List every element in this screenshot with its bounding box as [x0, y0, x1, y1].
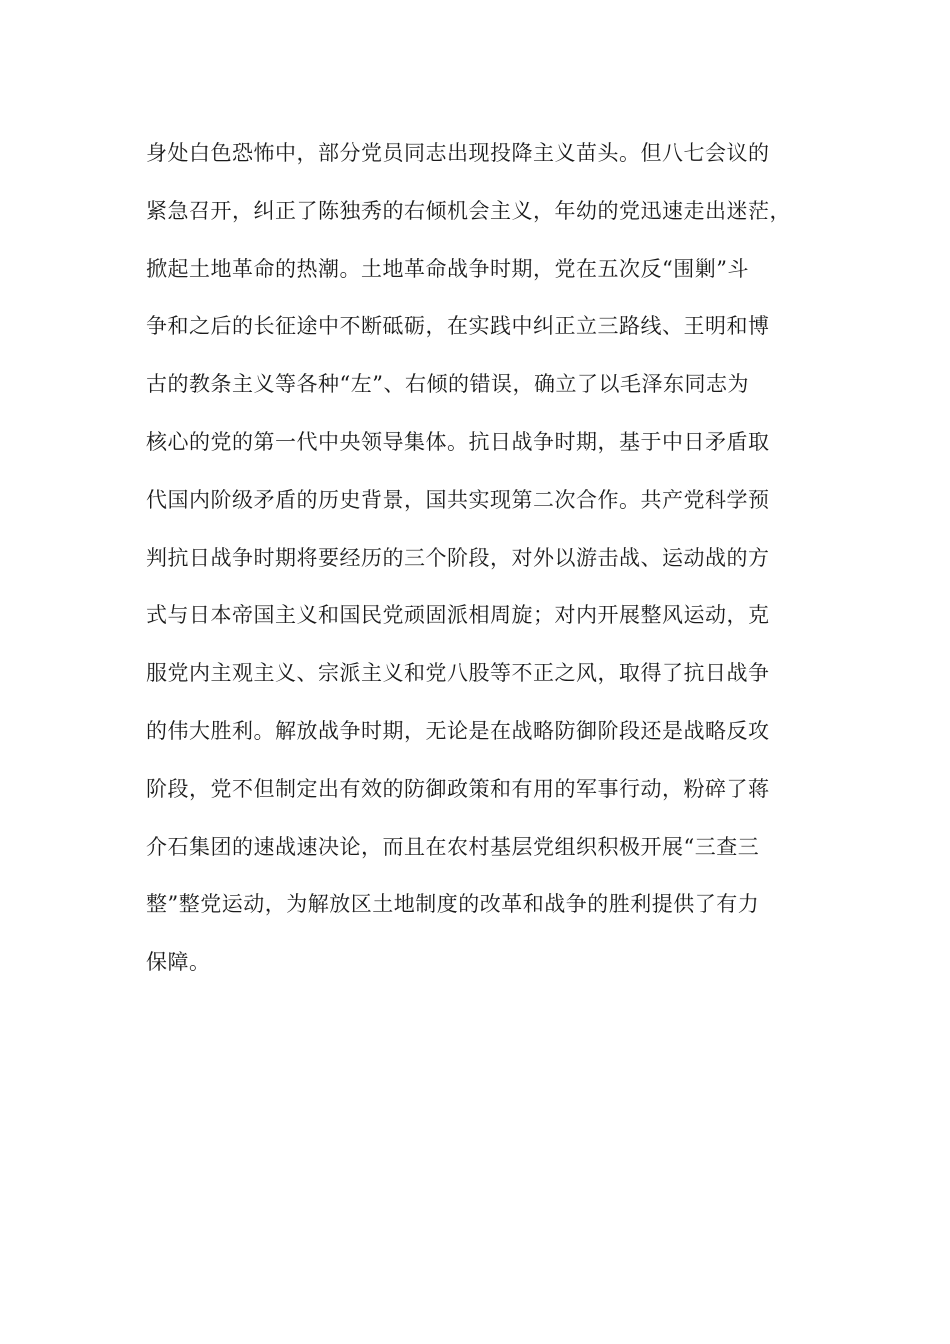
paragraph-line: 争和之后的长征途中不断砥砺，在实践中纠正立三路线、王明和博: [146, 314, 770, 339]
paragraph-line: 古的教条主义等各种“左”、右倾的错误，确立了以毛泽东同志为: [146, 372, 749, 397]
paragraph-line: 保障。: [146, 950, 211, 975]
body-paragraph: [146, 128, 806, 995]
paragraph-line: 阶段，党不但制定出有效的防御政策和有用的军事行动，粉碎了蒋: [146, 776, 770, 801]
paragraph-line: 核心的党的第一代中央领导集体。抗日战争时期，基于中日矛盾取: [146, 429, 770, 454]
paragraph-line: 整”整党运动，为解放区土地制度的改革和战争的胜利提供了有力: [146, 892, 760, 917]
paragraph-line: 代国内阶级矛盾的历史背景，国共实现第二次合作。共产党科学预: [146, 487, 770, 512]
paragraph-line: 式与日本帝国主义和国民党顽固派相周旋；对内开展整风运动，克: [146, 603, 770, 628]
paragraph-line: 紧急召开，纠正了陈独秀的右倾机会主义，年幼的党迅速走出迷茫，: [146, 198, 791, 223]
paragraph-line: 掀起土地革命的热潮。土地革命战争时期，党在五次反“围剿”斗: [146, 256, 749, 281]
paragraph-line: 介石集团的速战速决论，而且在农村基层党组织积极开展“三查三: [146, 834, 760, 859]
paragraph-line: 服党内主观主义、宗派主义和党八股等不正之风，取得了抗日战争: [146, 661, 770, 686]
paragraph-line: 判抗日战争时期将要经历的三个阶段，对外以游击战、运动战的方: [146, 545, 770, 570]
paragraph-line: 身处白色恐怖中，部分党员同志出现投降主义苗头。但八七会议的: [146, 141, 770, 165]
paragraph-line: 的伟大胜利。解放战争时期，无论是在战略防御阶段还是战略反攻: [146, 718, 770, 743]
